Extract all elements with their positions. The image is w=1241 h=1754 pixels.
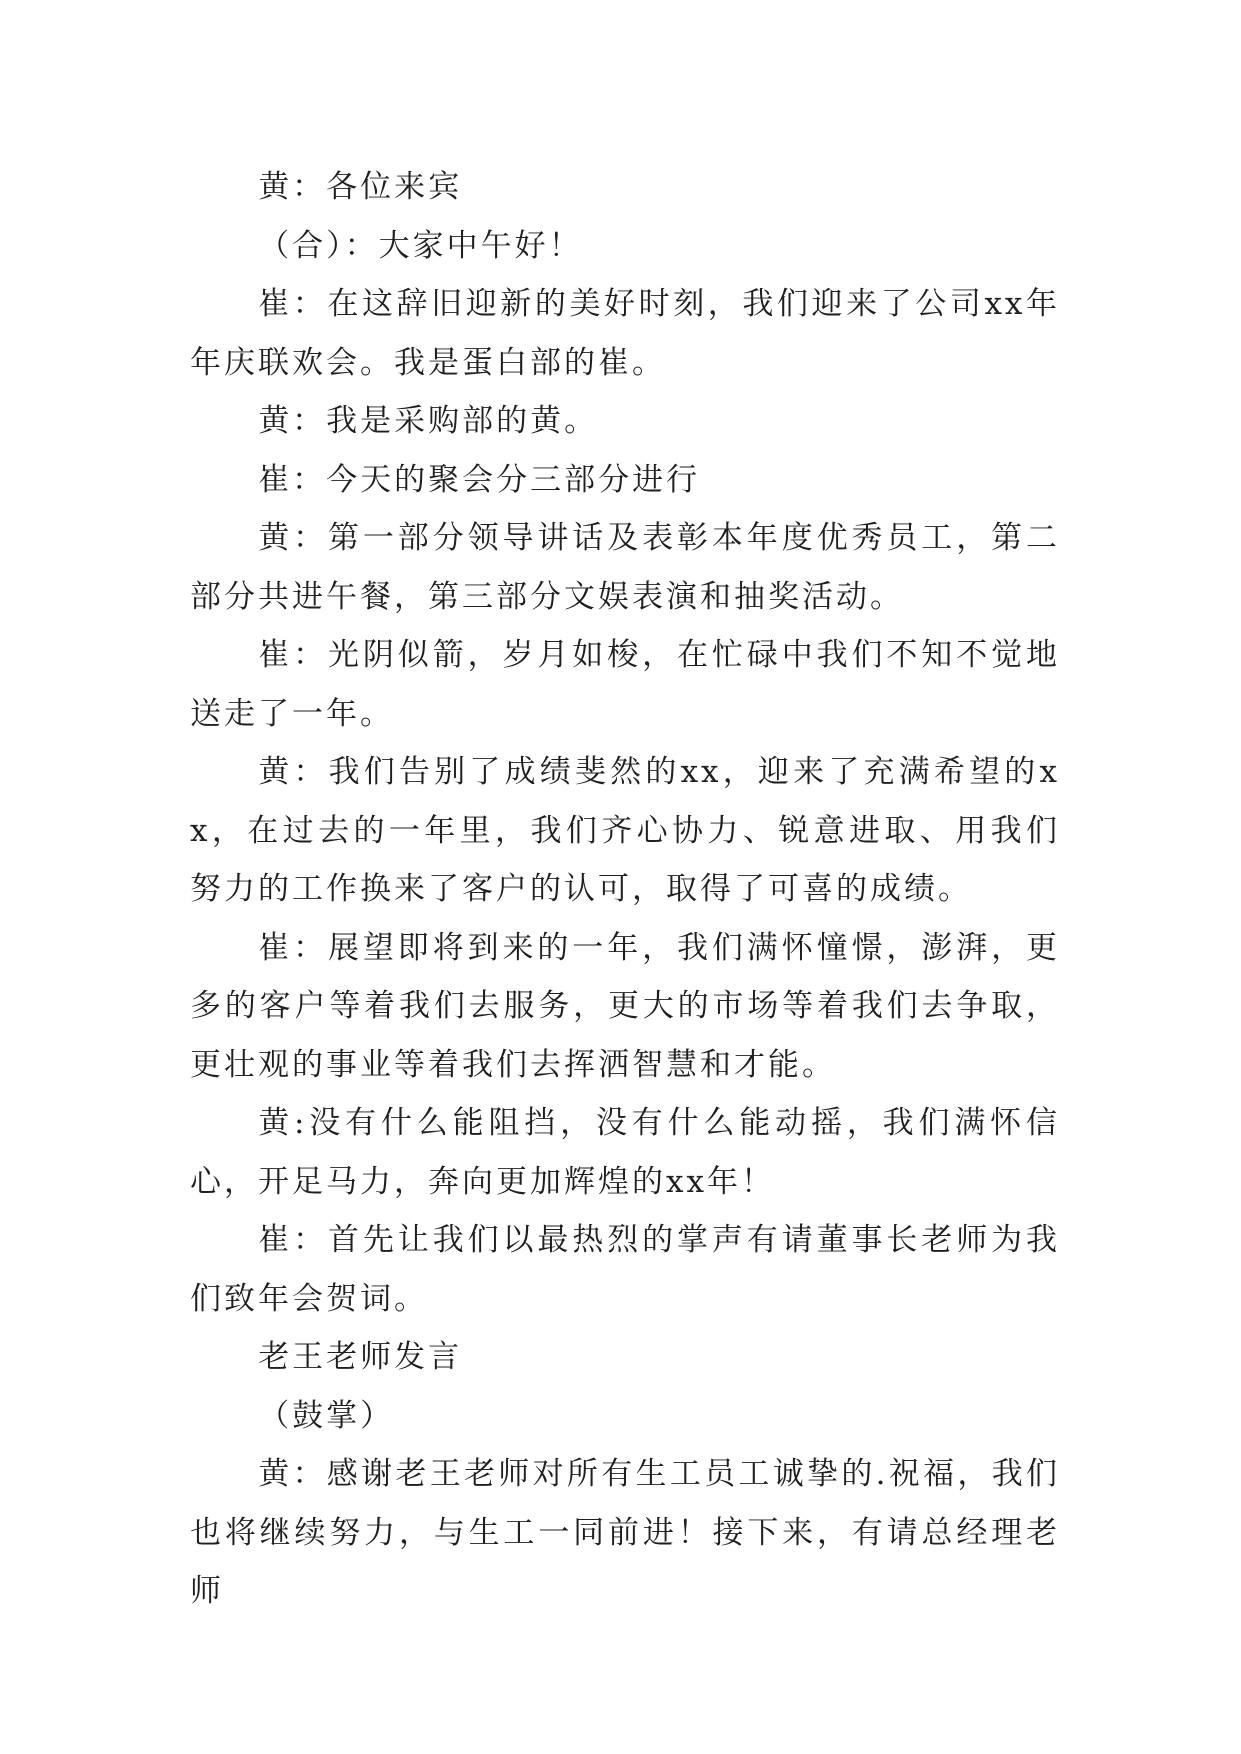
- paragraph-greeting: 黄：各位来宾: [258, 169, 463, 205]
- paragraph-confidence: 黄:没有什么能阻挡，没有什么能动摇，我们满怀信心，开足马力，奔向更加辉煌的xx年！: [190, 1105, 1060, 1200]
- paragraph-joint-greeting: （合）：大家中午好！: [258, 227, 583, 264]
- document-body: [190, 158, 1060, 1621]
- paragraph-applause-note: （鼓掌）: [258, 1397, 395, 1434]
- paragraph-speech-note: 老王老师发言: [258, 1339, 463, 1375]
- paragraph-review: 黄：我们告别了成绩斐然的xx，迎来了充满希望的xx，在过去的一年里，我们齐心协力、锐意进取、用我们努力的工作换来了客户的认可，取得了可喜的成绩。: [190, 754, 1060, 907]
- paragraph-invite-chairman: 崔：首先让我们以最热烈的掌声有请董事长老师为我们致年会贺词。: [190, 1222, 1060, 1317]
- paragraph-introduction: 黄：我是采购部的黄。: [258, 403, 599, 439]
- paragraph-agenda-intro: 崔：今天的聚会分三部分进行: [258, 461, 701, 498]
- paragraph-agenda: 黄：第一部分领导讲话及表彰本年度优秀员工，第二部分共进午餐，第三部分文娱表演和抽奖活动。: [190, 520, 1060, 615]
- paragraph-thanks: 黄：感谢老王老师对所有生工员工诚挚的.祝福，我们也将继续努力，与生工一同前进！接下来，有请总经理老师: [190, 1456, 1060, 1609]
- paragraph-opening: 崔：在这辞旧迎新的美好时刻，我们迎来了公司xx年年庆联欢会。我是蛋白部的崔。: [190, 286, 1060, 381]
- paragraph-time-passing: 崔：光阴似箭，岁月如梭，在忙碌中我们不知不觉地送走了一年。: [190, 637, 1060, 732]
- paragraph-outlook: 崔：展望即将到来的一年，我们满怀憧憬，澎湃，更多的客户等着我们去服务，更大的市场等着我们去争取，更壮观的事业等着我们去挥洒智慧和才能。: [190, 929, 1060, 1083]
